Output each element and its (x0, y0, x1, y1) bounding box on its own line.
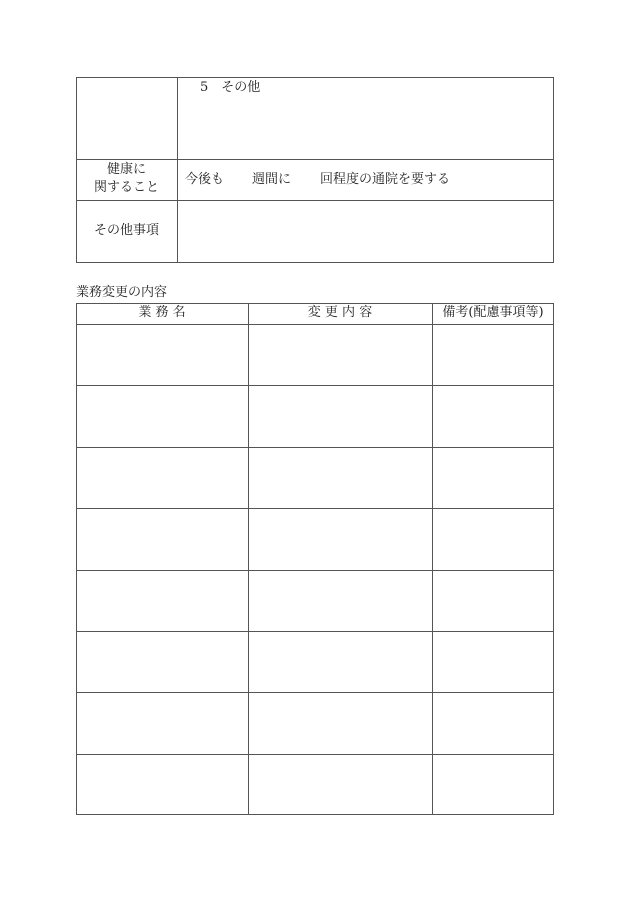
table-row-divider (76, 631, 554, 632)
table-row-divider (76, 385, 554, 386)
table-row-divider (76, 508, 554, 509)
other-matters-label: その他事項 (93, 223, 159, 238)
health-text-part2: 週間に (252, 172, 292, 187)
header-divider (76, 324, 554, 325)
header-task-name: 業 務 名 (138, 305, 186, 320)
section-title: 業務変更の内容 (76, 285, 168, 300)
header-remarks: 備考(配慮事項等) (442, 305, 544, 320)
other-item-text: 5 その他 (200, 80, 261, 95)
health-label-line1: 健康に (106, 162, 146, 177)
table-row-divider (76, 754, 554, 755)
divider (432, 303, 433, 815)
table-row-divider (76, 570, 554, 571)
health-text-part1: 今後も (185, 172, 225, 187)
table-row-divider (76, 447, 554, 448)
divider (177, 77, 178, 263)
health-label-line2: 関すること (93, 180, 159, 195)
table-row-divider (76, 692, 554, 693)
health-text-part3: 回程度の通院を要する (320, 172, 451, 187)
divider (248, 303, 249, 815)
header-change-content: 変 更 内 容 (307, 305, 373, 320)
change-table (76, 303, 554, 815)
divider (76, 200, 554, 201)
divider (76, 159, 554, 160)
